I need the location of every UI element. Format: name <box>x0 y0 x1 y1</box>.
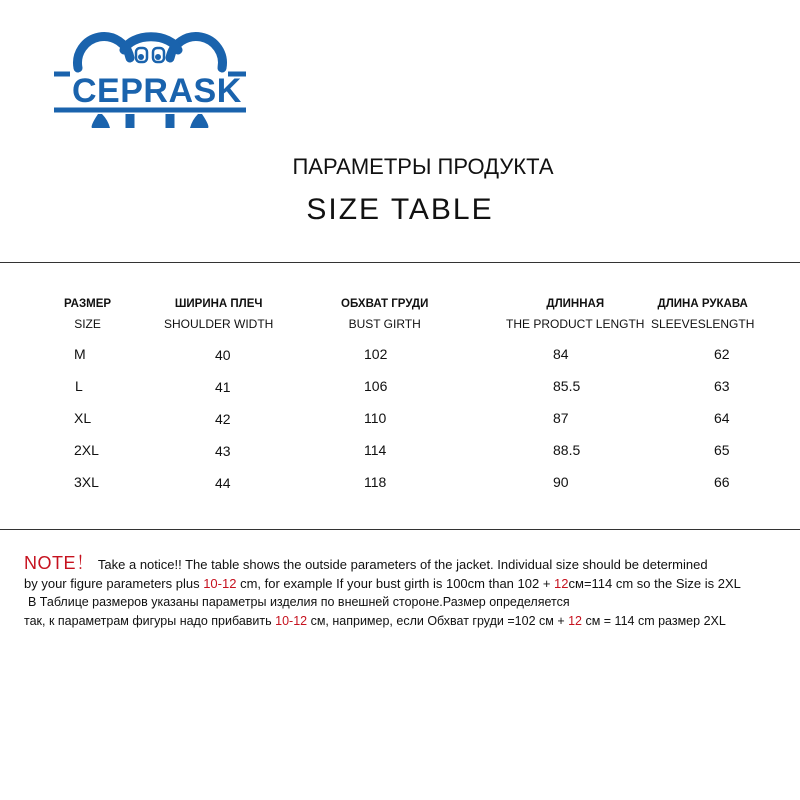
column-header-bust <box>341 298 428 331</box>
table-cell: M <box>74 346 86 362</box>
table-cell: XL <box>74 410 92 426</box>
table-cell: 44 <box>215 475 231 491</box>
title-english: SIZE TABLE <box>306 193 494 226</box>
table-cell: 85.5 <box>553 378 581 394</box>
column-header-ru: ДЛИННАЯ <box>546 298 605 310</box>
table-cell: 64 <box>714 410 730 426</box>
note-line-3: В Таблице размеров указаны параметры изделия по внешней стороне.Размер определяется <box>28 595 570 609</box>
table-cell: 87 <box>553 410 569 426</box>
table-cell: 2XL <box>74 442 99 458</box>
note-text: см, например, если Обхват груди =102 см + <box>307 614 569 628</box>
table-cell: 41 <box>215 379 231 395</box>
table-cell: 62 <box>714 346 730 362</box>
note-line-1 <box>24 554 794 574</box>
brand-logo <box>50 28 250 133</box>
column-header-ru: РАЗМЕР <box>64 298 112 310</box>
table-cell: 114 <box>364 442 387 458</box>
note-line-4 <box>24 612 794 631</box>
column-header-length <box>506 298 644 331</box>
title-russian: ПАРАМЕТРЫ ПРОДУКТА <box>292 154 554 179</box>
table-cell: 106 <box>364 378 388 394</box>
note-text: см=114 cm so the Size is 2XL <box>568 576 741 591</box>
table-cell: 88.5 <box>553 442 581 458</box>
note-text: Take a notice!! The table shows the outside parameters of the jacket. Individual size should be determined <box>97 557 708 572</box>
note-text: см = 114 cm размер 2XL <box>582 614 726 628</box>
note-highlight: 12 <box>568 614 582 628</box>
column-header-en: THE PRODUCT LENGTH <box>506 317 645 331</box>
table-cell: 43 <box>215 443 231 459</box>
note-line-2 <box>24 574 794 593</box>
note-label: NOTE！ <box>24 553 95 573</box>
table-cell: L <box>75 378 83 394</box>
table-cell: 40 <box>215 347 231 363</box>
table-cell: 63 <box>714 378 730 394</box>
note-highlight: 10-12 <box>275 614 308 628</box>
column-header-ru: ШИРИНА ПЛЕЧ <box>174 298 263 310</box>
column-header-size <box>64 298 111 331</box>
column-header-sleeve <box>651 298 754 331</box>
note-text: cm, for example If your bust girth is 100cm than 102 + <box>236 576 555 591</box>
column-header-en: SIZE <box>74 317 101 331</box>
table-cell: 102 <box>364 346 388 362</box>
note-text: by your figure parameters plus <box>24 576 204 591</box>
table-cell: 110 <box>364 410 387 426</box>
table-cell: 65 <box>714 442 730 458</box>
note-text: так, к параметрам фигуры надо прибавить <box>24 614 276 628</box>
column-header-ru: ДЛИНА РУКАВА <box>657 298 748 310</box>
note-highlight: 12 <box>554 576 569 591</box>
table-cell: 42 <box>215 411 231 427</box>
column-header-en: SHOULDER WIDTH <box>164 317 274 331</box>
brand-name: CEPRASK <box>72 72 242 110</box>
table-cell: 90 <box>553 474 569 490</box>
column-header-shoulder <box>164 298 273 331</box>
note-highlight: 10-12 <box>203 576 237 591</box>
table-cell: 3XL <box>74 474 99 490</box>
table-cell: 66 <box>714 474 730 490</box>
divider-bottom <box>0 529 800 530</box>
column-header-en: BUST GIRTH <box>348 317 421 331</box>
divider-top <box>0 262 800 263</box>
table-cell: 118 <box>364 474 387 490</box>
column-header-en: SLEEVESLENGTH <box>651 317 755 331</box>
column-header-ru: ОБХВАТ ГРУДИ <box>341 298 429 310</box>
table-cell: 84 <box>553 346 569 362</box>
sizing-note <box>24 554 794 631</box>
